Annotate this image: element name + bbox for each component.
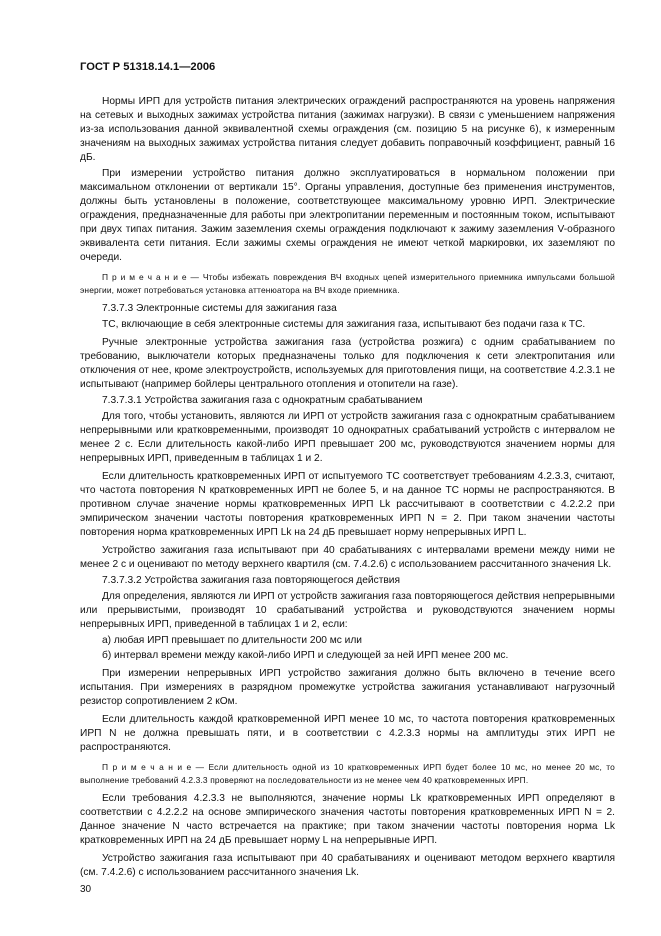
list-item-b: б) интервал времени между какой-либо ИРП и следующей за ней ИРП менее 200 мс.	[102, 650, 509, 662]
paragraph-quartile-single: Устройство зажигания газа испытывают при 40 срабатываниях с интервалами времени между ними не менее 2 с и оценивают по методу верхнего квартиля (см. 7.4.2.6) с использованием рассчитанного значения Lk.	[80, 544, 615, 570]
page-number: 30	[80, 884, 92, 895]
paragraph-requirements-not-met: Если требования 4.2.3.3 не выполняются, значение нормы Lk кратковременных ИРП определяют в соответствии с 4.2.2.2 на основе эмпирического значения частоты повторения кратковременных ИРП N = 2. Данное значение N часто встречается на практике; при таком значении частоты повторения норма Lk кратковременных ИРП на 24 дБ превышает норму L на непрерывные ИРП.	[80, 793, 615, 847]
list-item-a: а) любая ИРП превышает по длительности 200 мс или	[102, 634, 362, 646]
section-heading-7-3-7-3: 7.3.7.3 Электронные системы для зажигания газа	[102, 303, 337, 315]
paragraph-repetitive-determination: Для определения, являются ли ИРП от устройств зажигания газа повторяющегося действия непрерывными или прерывистыми, производят 10 срабатываний устройства и руководствуются значением нормы непрерывных ИРП, приведенной в таблицах 1 и 2, если:	[80, 590, 615, 630]
paragraph-quartile-repetitive: Устройство зажигания газа испытывают при 40 срабатываниях и оценивают методом верхнего квартиля (см. 7.4.2.6) с использованием рассчитанного значения Lk.	[80, 853, 615, 879]
paragraph-continuous-measurement: При измерении непрерывных ИРП устройство зажигания должно быть включено в течение всего испытания. При измерениях в разрядном промежутке устройства зажигания устанавливают нагрузочный резистор сопротивлением 2 кОм.	[80, 668, 615, 708]
note-duration-check: П р и м е ч а н и е — Если длительность одной из 10 кратковременных ИРП будет более 10 мс, но менее 20 мс, то выполнение требований 4.2.3.3 проверяют на последовательности из не менее чем 40 кратковременных ИРП.	[80, 762, 615, 785]
paragraph-short-duration: Если длительность каждой кратковременной ИРП менее 10 мс, то частота повторения кратковременных ИРП N не должна превышать пяти, и в соответствии с 4.2.3.3 нормы на амплитуды этих ИРП не распространяются.	[80, 714, 615, 754]
paragraph-manual-ignition: Ручные электронные устройства зажигания газа (устройства розжига) с одним срабатыванием по требованию, выключатели которых предназначены только для подключения к сети электропитания или отключения от нее, кроме электроустройств, используемых для приготовления пищи, на соответствие 4.2.3.1 не испытывают (например бойлеры центрального отопления и отопители на газе).	[80, 337, 615, 391]
note-attenuator: П р и м е ч а н и е — Чтобы избежать повреждения ВЧ входных цепей измерительного приемника импульсами большой энергии, может потребоваться установка аттенюатора на ВЧ входе приемника.	[80, 271, 615, 295]
paragraph-fence-norms: Нормы ИРП для устройств питания электрических ограждений распространяются на уровень напряжения на сетевых и выходных зажимах устройства питания (зажимах нагрузки). В связи с уменьшением напряжения из-за использования данной эквивалентной схемы ограждения (см. позицию 5 на рисунке 6), к измеренным значениям на выходных зажимах устройства питания следует добавить поправочный коэффициент, равный 16 дБ.	[80, 96, 615, 164]
paragraph-single-shot-determination: Для того, чтобы установить, являются ли ИРП от устройств зажигания газа с однократным срабатыванием непрерывными или кратковременными, производят 10 однократных срабатываний устройств с интервалом не менее 2 с. Если длительность какой-либо ИРП превышает 200 мс, руководствуются значением нормы для непрерывных ИРП, приведенным в таблицах 1 и 2.	[80, 410, 615, 464]
paragraph-measurement-position: При измерении устройство питания должно эксплуатироваться в нормальном положении при максимальном отклонении от вертикали 15°. Органы управления, доступные без применения инструментов, должны быть установлены в положение, соответствующее максимальному уровню ИРП. Электрические ограждения, предназначенные для работы при электропитании переменным и постоянным током, испытывают при двух типах питания. Зажим заземления схемы ограждения подключают к зажиму заземления V-образного эквивалента сети питания. Если зажимы схемы ограждения не имеют четкой маркировки, их заземляют по очереди.	[80, 168, 615, 263]
document-page	[80, 60, 615, 882]
section-heading-7-3-7-3-1: 7.3.7.3.1 Устройства зажигания газа с однократным срабатыванием	[102, 395, 423, 406]
paragraph-click-rate: Если длительность кратковременных ИРП от испытуемого ТС соответствует требованиям 4.2.3.3, считают, что частота повторения N кратковременных ИРП не более 5, и на данное ТС нормы не распространяются. В противном случае значение нормы кратковременных ИРП Lk рассчитывают в соответствии с 4.2.2.2 при эмпирическом значении частоты повторения кратковременных ИРП N = 2. При таком значении частоты повторения норма кратковременных ИРП Lk на 24 дБ превышает норму непрерывных ИРП L.	[80, 470, 615, 538]
document-header: ГОСТ Р 51318.14.1—2006	[80, 61, 216, 73]
paragraph-gas-ignition-test: ТС, включающие в себя электронные системы для зажигания газа, испытывают без подачи газа к ТС.	[102, 319, 586, 331]
section-heading-7-3-7-3-2: 7.3.7.3.2 Устройства зажигания газа повторяющегося действия	[102, 574, 400, 586]
